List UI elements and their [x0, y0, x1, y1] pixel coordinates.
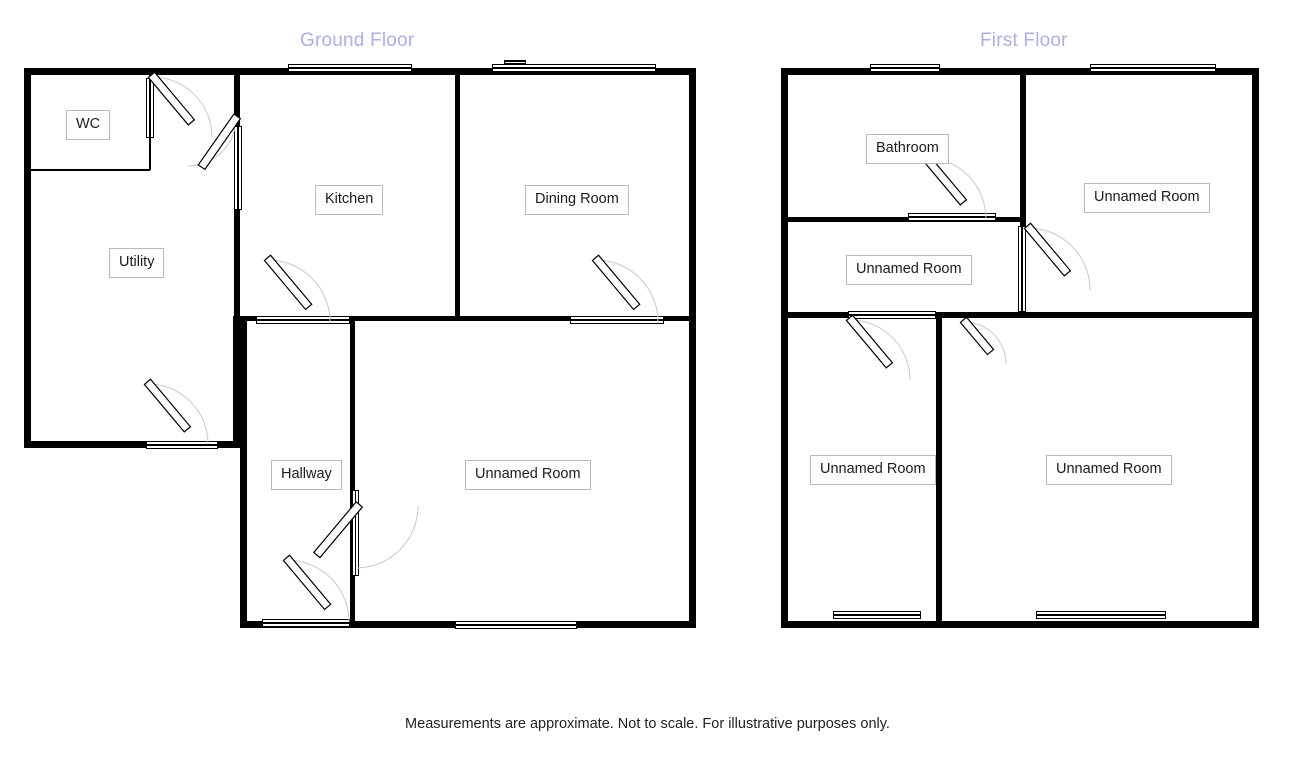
wall-ff-exterior-bottom — [781, 621, 1259, 628]
room-label-ff-bedroom-3: Unnamed Room — [810, 455, 936, 485]
window-dining-front — [492, 64, 656, 72]
wall-ff-exterior-right — [1252, 68, 1259, 628]
room-label-hallway: Hallway — [271, 460, 342, 490]
room-label-wc: WC — [66, 110, 110, 140]
wall-exterior-right — [689, 68, 696, 628]
first-floor-title: First Floor — [980, 30, 1068, 51]
door-dining-hall — [594, 258, 694, 338]
room-label-utility: Utility — [109, 248, 164, 278]
room-label-ff-bedroom-2: Unnamed Room — [1084, 183, 1210, 213]
room-label-ff-bathroom: Bathroom — [866, 134, 949, 164]
window-dining-front-2 — [504, 60, 526, 65]
wall-ff-exterior-left — [781, 68, 788, 628]
room-label-lounge: Unnamed Room — [465, 460, 591, 490]
room-label-kitchen: Kitchen — [315, 185, 383, 215]
wall-internal-kitchen-dining — [455, 75, 460, 320]
disclaimer-note: Measurements are approximate. Not to scale. For illustrative purposes only. — [405, 716, 890, 732]
room-label-dining-room: Dining Room — [525, 185, 629, 215]
door-utility-rear — [146, 382, 236, 462]
door-ff-bedroom-2 — [1026, 226, 1116, 306]
window-ff-bed4-rear — [1036, 611, 1166, 619]
window-rear-lounge — [455, 621, 577, 629]
door-ff-bathroom — [922, 155, 1012, 235]
window-ff-bed1-front — [870, 64, 940, 72]
window-ff-landing-side — [1018, 226, 1026, 312]
wall-ff-internal-vert-upper — [1020, 75, 1026, 221]
wall-internal-wc-bottom — [28, 169, 150, 171]
window-kitchen-front — [288, 64, 412, 72]
window-ff-bed3-rear — [833, 611, 921, 619]
door-ff-bedroom-4 — [962, 320, 1032, 380]
door-kitchen-hall — [266, 258, 366, 338]
wall-exterior-top-left — [24, 68, 240, 75]
door-utility-hall — [188, 118, 298, 228]
ground-floor-title: Ground Floor — [300, 30, 415, 51]
window-ff-bed2-front — [1090, 64, 1216, 72]
door-ff-bedroom-3 — [848, 318, 938, 398]
room-label-ff-landing: Unnamed Room — [846, 255, 972, 285]
room-label-ff-bedroom-4: Unnamed Room — [1046, 455, 1172, 485]
wall-exterior-bottom-left — [24, 441, 148, 448]
wall-exterior-left-upper — [24, 68, 31, 448]
wall-exterior-left-lower — [240, 316, 247, 628]
door-hallway-front — [285, 558, 375, 638]
